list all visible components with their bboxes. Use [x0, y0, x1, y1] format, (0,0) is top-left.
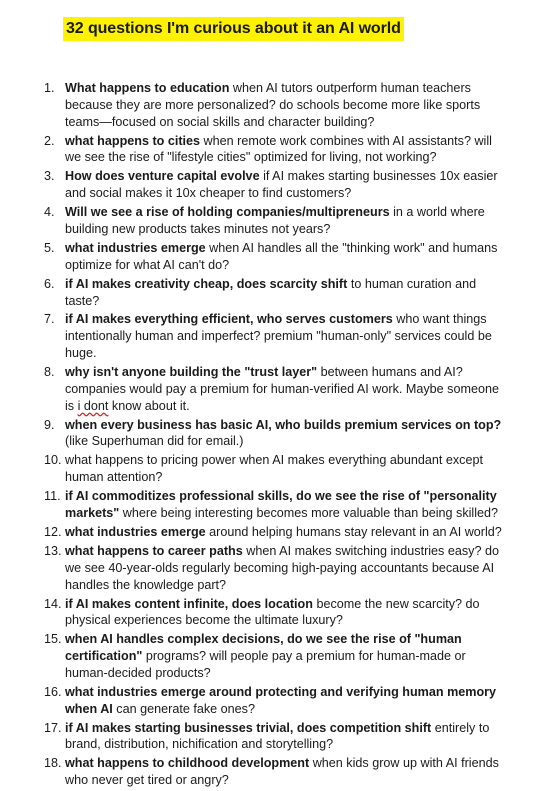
question-item [0, 80, 510, 130]
question-text: when AI handles all the "thinking work" and humans optimize for what AI can't do? [65, 240, 498, 272]
question-number: 2. [44, 133, 55, 148]
question-text: around helping humans stay relevant in an AI world? [205, 524, 502, 539]
question-text: entirely to brand, distribution, nichification and storytelling? [65, 720, 490, 752]
question-emphasis: what industries emerge [65, 524, 206, 539]
question-emphasis: if AI makes creativity cheap, does scarcity shift [65, 276, 348, 291]
question-item [0, 204, 510, 238]
question-number: 12. [44, 524, 62, 539]
question-text: to human curation and taste? [65, 276, 477, 308]
question-text: (like Superhuman did for email.) [65, 434, 244, 449]
question-emphasis: if AI makes content infinite, does location [65, 596, 313, 611]
question-text: can generate fake ones? [112, 701, 255, 716]
question-emphasis: when every business has basic AI, who builds premium services on top? [65, 417, 502, 432]
question-item [0, 631, 510, 681]
question-emphasis: if AI makes everything efficient, who serves customers [65, 312, 393, 327]
question-item [0, 488, 510, 522]
question-text: what happens to pricing power when AI makes everything abundant except human attention? [65, 453, 483, 485]
question-number: 3. [44, 169, 55, 184]
question-emphasis: what happens to childhood development [65, 756, 310, 771]
question-text-continued: know about it. [108, 398, 190, 413]
question-emphasis: Will we see a rise of holding companies/multipreneurs [65, 205, 390, 220]
question-number: 6. [44, 276, 55, 291]
question-item [0, 684, 510, 718]
question-item [0, 133, 510, 167]
question-emphasis: what happens to career paths [65, 543, 243, 558]
question-emphasis: what happens to cities [65, 133, 201, 148]
question-number: 10. [44, 453, 62, 468]
question-item [0, 168, 510, 202]
question-number: 16. [44, 684, 62, 699]
question-text: when remote work combines with AI assistants? will we see the rise of "lifestyle cities" optimized for living, not working? [65, 133, 492, 165]
page-title: 32 questions I'm curious about it an AI world [63, 17, 404, 41]
question-emphasis: what industries emerge around protecting and verifying human memory when AI [65, 684, 497, 716]
question-number: 1. [44, 81, 55, 95]
question-emphasis: if AI makes starting businesses trivial, does competition shift [65, 720, 432, 735]
question-text: where being interesting becomes more valuable than being skilled? [119, 506, 499, 520]
question-item [0, 276, 510, 310]
question-emphasis: What happens to education [65, 81, 230, 95]
question-item [0, 311, 510, 361]
spellcheck-underlined-text: i dont [77, 398, 109, 413]
question-text: when AI makes switching industries easy? do we see 40-year-olds regularly becoming high-paying accountants because AI handles the knowledge part? [65, 543, 499, 592]
question-text: if AI makes starting businesses 10x easier and social makes it 10x cheaper to find customers? [65, 169, 498, 201]
question-number: 13. [44, 543, 62, 558]
question-number: 7. [44, 312, 55, 327]
question-emphasis: what industries emerge [65, 240, 206, 255]
question-text: who want things intentionally human and imperfect? premium "human-only" services could be huge. [65, 312, 492, 361]
question-number: 14. [44, 596, 62, 611]
question-item [0, 755, 510, 789]
question-item [0, 596, 510, 630]
question-emphasis: when AI handles complex decisions, do we see the rise of "human certification" [65, 632, 462, 664]
question-number: 15. [44, 632, 62, 647]
question-number: 5. [44, 240, 55, 255]
question-number: 17. [44, 720, 62, 735]
question-item [0, 240, 510, 274]
question-item [0, 452, 510, 486]
question-emphasis: How does venture capital evolve [65, 169, 260, 184]
question-number: 18. [44, 756, 62, 771]
question-number: 8. [44, 365, 55, 380]
question-number: 4. [44, 205, 55, 220]
question-text: programs? will people pay a premium for human-made or human-decided products? [65, 649, 466, 680]
question-number: 11. [44, 489, 61, 504]
question-text: between humans and AI? companies would pay a premium for human-verified AI work. Maybe someone is [65, 365, 499, 413]
question-item [0, 524, 510, 541]
question-text: when AI tutors outperform human teachers because they are more personalized? do schools become more like sports teams—focused on social skills and character building? [65, 81, 481, 129]
question-text: when kids grow up with AI friends who never get tired or angry? [65, 756, 499, 788]
question-text: become the new scarcity? do physical experiences become the ultimate luxury? [65, 596, 480, 628]
question-text: in a world where building new products takes minutes not years? [65, 205, 485, 236]
question-emphasis: why isn't anyone building the "trust layer" [65, 365, 318, 380]
question-item [0, 720, 510, 754]
question-item [0, 417, 510, 451]
question-list [0, 80, 555, 791]
question-item [0, 364, 510, 414]
question-number: 9. [44, 417, 55, 432]
question-item [0, 543, 510, 593]
question-emphasis: if AI commoditizes professional skills, do we see the rise of "personality markets" [65, 489, 497, 520]
